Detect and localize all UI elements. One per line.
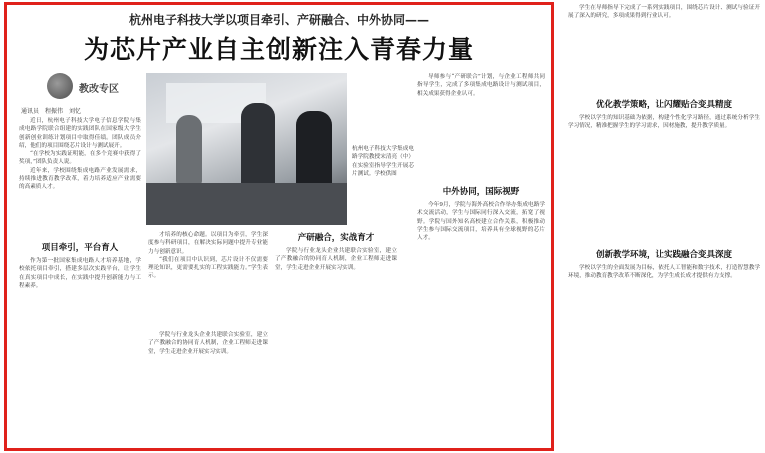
article-column-1	[19, 117, 141, 235]
paragraph: 近年来，学校围绕集成电路产业发展需求，持续推进教育教学改革，着力培养适应产业需要的高素质人才。	[19, 167, 141, 191]
article-column-2b	[148, 331, 268, 449]
subheading-project: 项目牵引，平台育人	[41, 243, 119, 253]
right-column-top	[568, 4, 760, 94]
article-kicker: 杭州电子科技大学以项目牵引、产研融合、中外协同——	[128, 13, 429, 27]
article-column-4b	[417, 201, 545, 449]
adjacent-article	[560, 0, 765, 453]
article-column-3	[275, 247, 397, 449]
paragraph: “我们在项目中认识到，芯片设计不仅需要理论知识，更需要扎实的工程实践能力。”学生表示。	[148, 256, 268, 280]
subheading-industry: 产研融合，实战育才	[297, 233, 375, 243]
paragraph: 学院与行业龙头企业共建联合实验室，建立了产教融合的协同育人机制，企业工程师走进课堂，学生走进企业开展实习实训。	[148, 332, 268, 355]
right-column-bottom	[568, 264, 760, 449]
article-column-4	[417, 73, 545, 179]
paragraph: 学校以学生的知识基础为依据，构建个性化学习路径，通过系统分析学生学习情况，精准把握学生的学习需求，因材施教，提升教学质量。	[568, 115, 760, 130]
photo-person-left	[176, 115, 202, 185]
badge-emblem-icon	[47, 73, 73, 99]
photo-caption: 杭州电子科技大学集成电路学院教授宋清亮（中）在实验室指导学生开展芯片测试。学校供图	[352, 146, 414, 177]
article-byline: 通讯员 程振伟 刘忆	[21, 108, 82, 115]
paragraph: 学生在导师指导下完成了一系列实践项目，围绕芯片设计、测试与验证开展了深入的研究，多项成果得到行业认可。	[568, 5, 760, 20]
subheading-international: 中外协同，国际视野	[442, 187, 520, 197]
paragraph: 今年9月，学院与海外高校合作举办集成电路学术交流活动，学生与国际同行深入交流，拓宽了视野。学院与国外知名高校建立合作关系，积极推动学生参与国际交流项目，培养具有全球视野的芯片人才。	[417, 202, 545, 242]
right-subheading-1: 优化教学策略，让闪耀贴合变具精度	[595, 100, 732, 110]
paragraph: 导师参与“产研联合”计划，与企业工程师共同指导学生，完成了多项集成电路设计与测试项目，相关成果获得企业认可。	[417, 74, 545, 97]
article-photo	[146, 73, 347, 225]
right-column-mid	[568, 114, 760, 234]
article	[4, 2, 554, 451]
paragraph: “在学校为实践证明能，在多个竞赛中获得了奖项，”团队负责人说。	[19, 151, 141, 166]
photo-person-center	[241, 103, 275, 193]
paragraph: 作为第一批国家集成电路人才培养基地，学校依托项目牵引，搭建多层次实践平台，让学生在真实项目中成长，在实践中提升创新能力与工程素养。	[19, 258, 141, 289]
section-badge	[47, 71, 142, 101]
article-headline: 为芯片产业自主创新注入青春力量	[83, 35, 474, 64]
paragraph: 才培养的核心命题。以项目为牵引，学生深度参与科研项目，在解决实际问题中提升专业能力与创新意识。	[148, 232, 268, 255]
article-column-2	[148, 231, 268, 326]
right-subheading-2: 创新教学环境，让实践融合变具深度	[595, 250, 732, 260]
article-column-1b	[19, 257, 141, 449]
paragraph: 学校以学生的全面发展为目标，依托人工智能和数字技术，打造智慧教学环境，推动教育教学改革不断深化，为学生成长成才提供有力支撑。	[568, 265, 760, 280]
photo-lab-bench	[146, 183, 347, 225]
badge-label: 教改专区	[79, 84, 119, 95]
paragraph: 学院与行业龙头企业共建联合实验室，建立了产教融合的协同育人机制，企业工程师走进课堂，学生走进企业开展实习实训。	[275, 248, 397, 271]
paragraph: 近日，杭州电子科技大学电子信息学院与集成电路学院联合组建的实践团队在国家级大学生创新创业训练计划项目中取得佳绩。团队成员介绍，他们的项目围绕芯片设计与测试展开。	[19, 118, 141, 149]
